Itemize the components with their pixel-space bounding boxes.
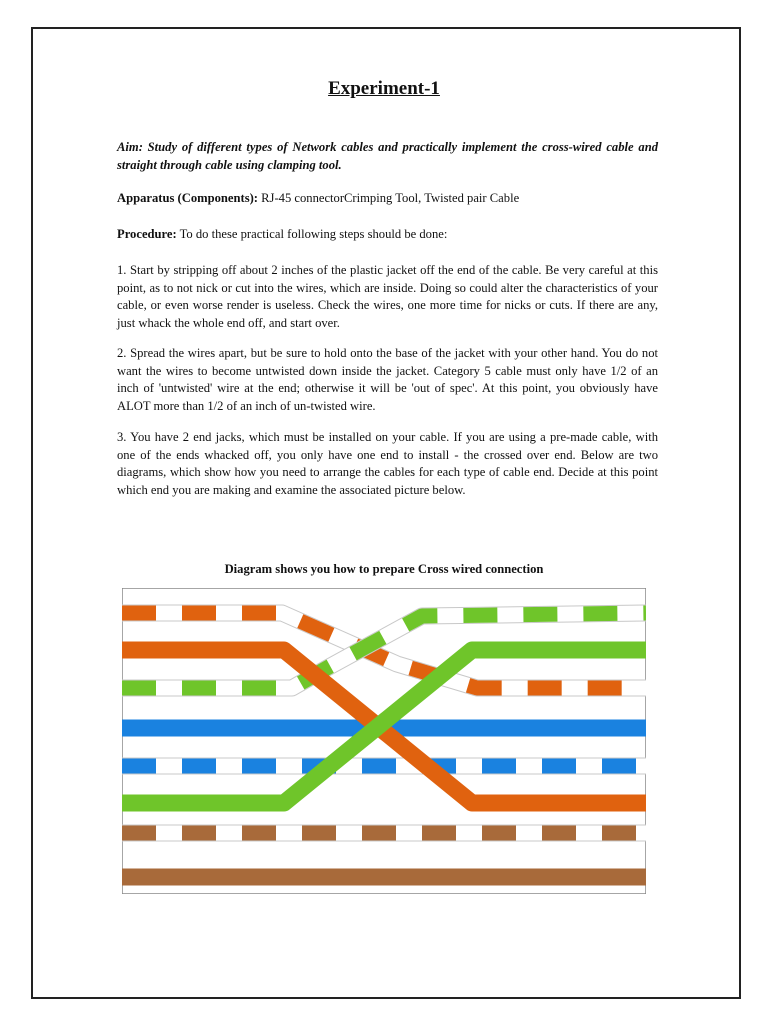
procedure-paragraph (117, 226, 658, 244)
procedure-step-3: 3. You have 2 end jacks, which must be installed on your cable. If you are using a pre-made cable, with one of the ends whacked off, you only have one end to install - the crossed over end. Below are two diagrams, which show how you need to arrange the cables for each type of cable end. Decide at this point which end you are making and examine the associated picture below. (117, 430, 658, 497)
procedure-text: To do these practical following steps should be done: (176, 227, 448, 241)
diagram-caption: Diagram shows you how to prepare Cross wired connection (224, 562, 544, 576)
apparatus-paragraph (117, 190, 658, 208)
cross-wired-diagram (122, 588, 646, 894)
apparatus-label: Apparatus (Components): (117, 191, 258, 205)
aim-paragraph: Aim: Study of different types of Network cables and practically implement the cross-wired cable and straight through cable using clamping tool. (117, 140, 658, 172)
page-title: Experiment-1 (328, 78, 440, 99)
procedure-label: Procedure: (117, 227, 177, 241)
procedure-step-2: 2. Spread the wires apart, but be sure to hold onto the base of the jacket with your other hand. You do not want the wires to become untwisted down inside the jacket. Category 5 cable must only have 1/2 of an inch of 'untwisted' wire at the end; otherwise it will be 'out of spec'. At this point, you obviously have ALOT more than 1/2 of an inch of un-twisted wire. (117, 346, 658, 413)
procedure-step-1: 1. Start by stripping off about 2 inches of the plastic jacket off the end of the cable. Be very careful at this point, as to not nick or cut into the wires, which are inside. Doing so could alter the characteristics of your cable, or even worse render is useless. Check the wires, one more time for nicks or cuts. If there are any, just whack the whole end off, and start over. (117, 263, 658, 330)
apparatus-text: RJ-45 connectorCrimping Tool, Twisted pair Cable (258, 191, 520, 205)
